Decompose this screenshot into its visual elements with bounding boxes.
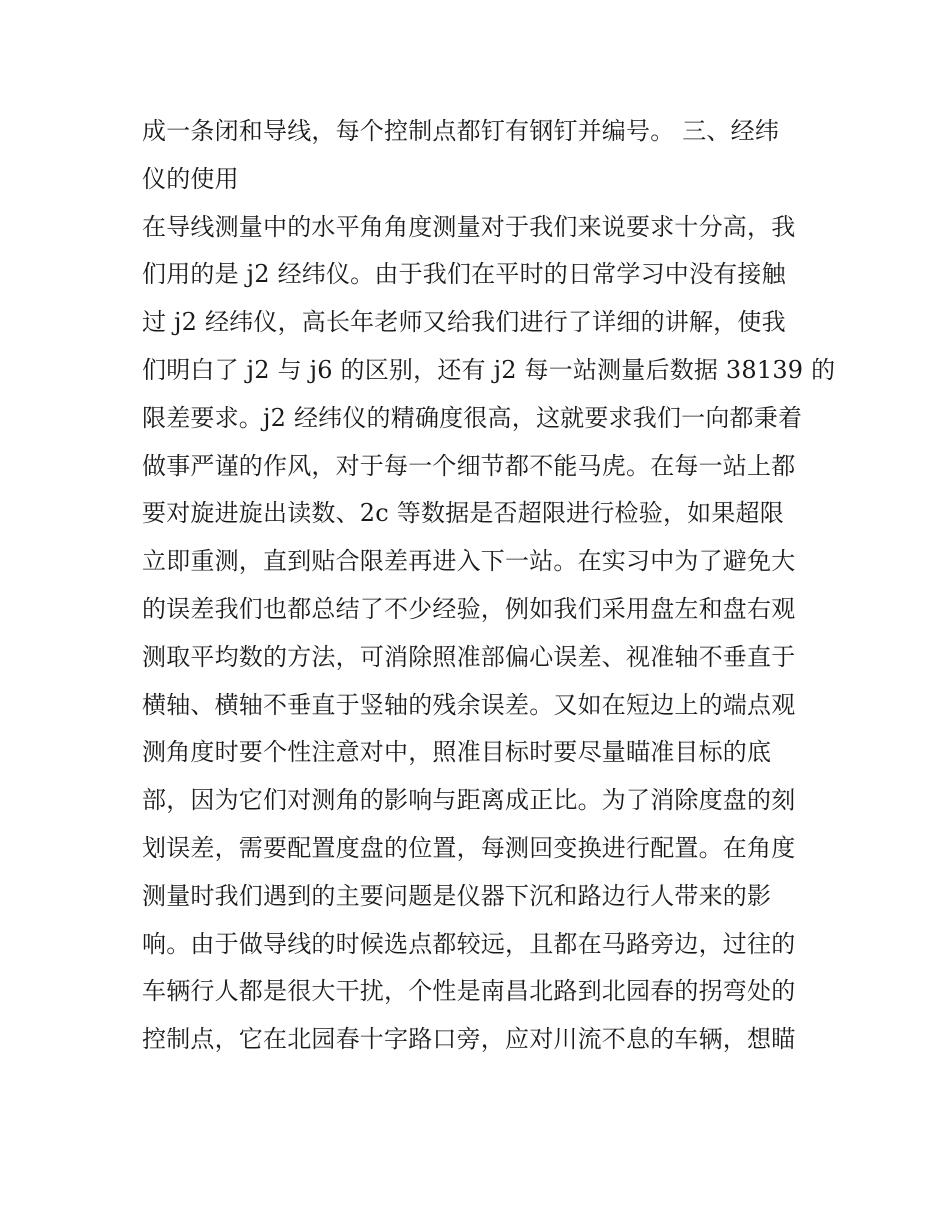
text-line: 测量时我们遇到的主要问题是仪器下沉和路边行人带来的影 [142, 881, 772, 910]
text-line: 们用的是 j2 经纬仪。由于我们在平时的日常学习中没有接触 [142, 260, 786, 289]
text-line: 测取平均数的方法，可消除照准部偏心误差、视准轴不垂直于 [142, 642, 796, 671]
text-line: 们明白了 j2 与 j6 的区别，还有 j2 每一站测量后数据 38139 的 [142, 355, 836, 384]
text-line: 过 j2 经纬仪，高长年老师又给我们进行了详细的讲解，使我 [142, 308, 786, 337]
text-line: 立即重测，直到贴合限差再进入下一站。在实习中为了避免大 [142, 547, 796, 576]
text-line: 响。由于做导线的时候选点都较远，且都在马路旁边，过往的 [142, 929, 796, 958]
text-line: 做事严谨的作风，对于每一个细节都不能马虎。在每一站上都 [142, 451, 796, 480]
text-line: 限差要求。j2 经纬仪的精确度很高，这就要求我们一向都秉着 [142, 403, 803, 432]
text-line: 的误差我们也都总结了不少经验，例如我们采用盘左和盘右观 [142, 594, 796, 623]
text-line: 车辆行人都是很大干扰，个性是南昌北路到北园春的拐弯处的 [142, 977, 796, 1006]
text-line: 在导线测量中的水平角角度测量对于我们来说要求十分高，我 [142, 212, 796, 241]
text-line: 横轴、横轴不垂直于竖轴的残余误差。又如在短边上的端点观 [142, 690, 796, 719]
text-line: 测角度时要个性注意对中，照准目标时要尽量瞄准目标的底 [142, 738, 772, 767]
text-line: 控制点，它在北园春十字路口旁，应对川流不息的车辆，想瞄 [142, 1025, 796, 1054]
text-line: 仪的使用 [142, 164, 239, 193]
text-line: 成一条闭和导线，每个控制点都钉有钢钉并编号。 三、经纬 [142, 117, 780, 145]
text-line: 要对旋进旋出读数、2c 等数据是否超限进行检验，如果超限 [142, 499, 784, 528]
body-text [142, 108, 836, 1064]
text-line: 划误差，需要配置度盘的位置，每测回变换进行配置。在角度 [142, 833, 796, 862]
text-line: 部，因为它们对测角的影响与距离成正比。为了消除度盘的刻 [142, 786, 796, 815]
